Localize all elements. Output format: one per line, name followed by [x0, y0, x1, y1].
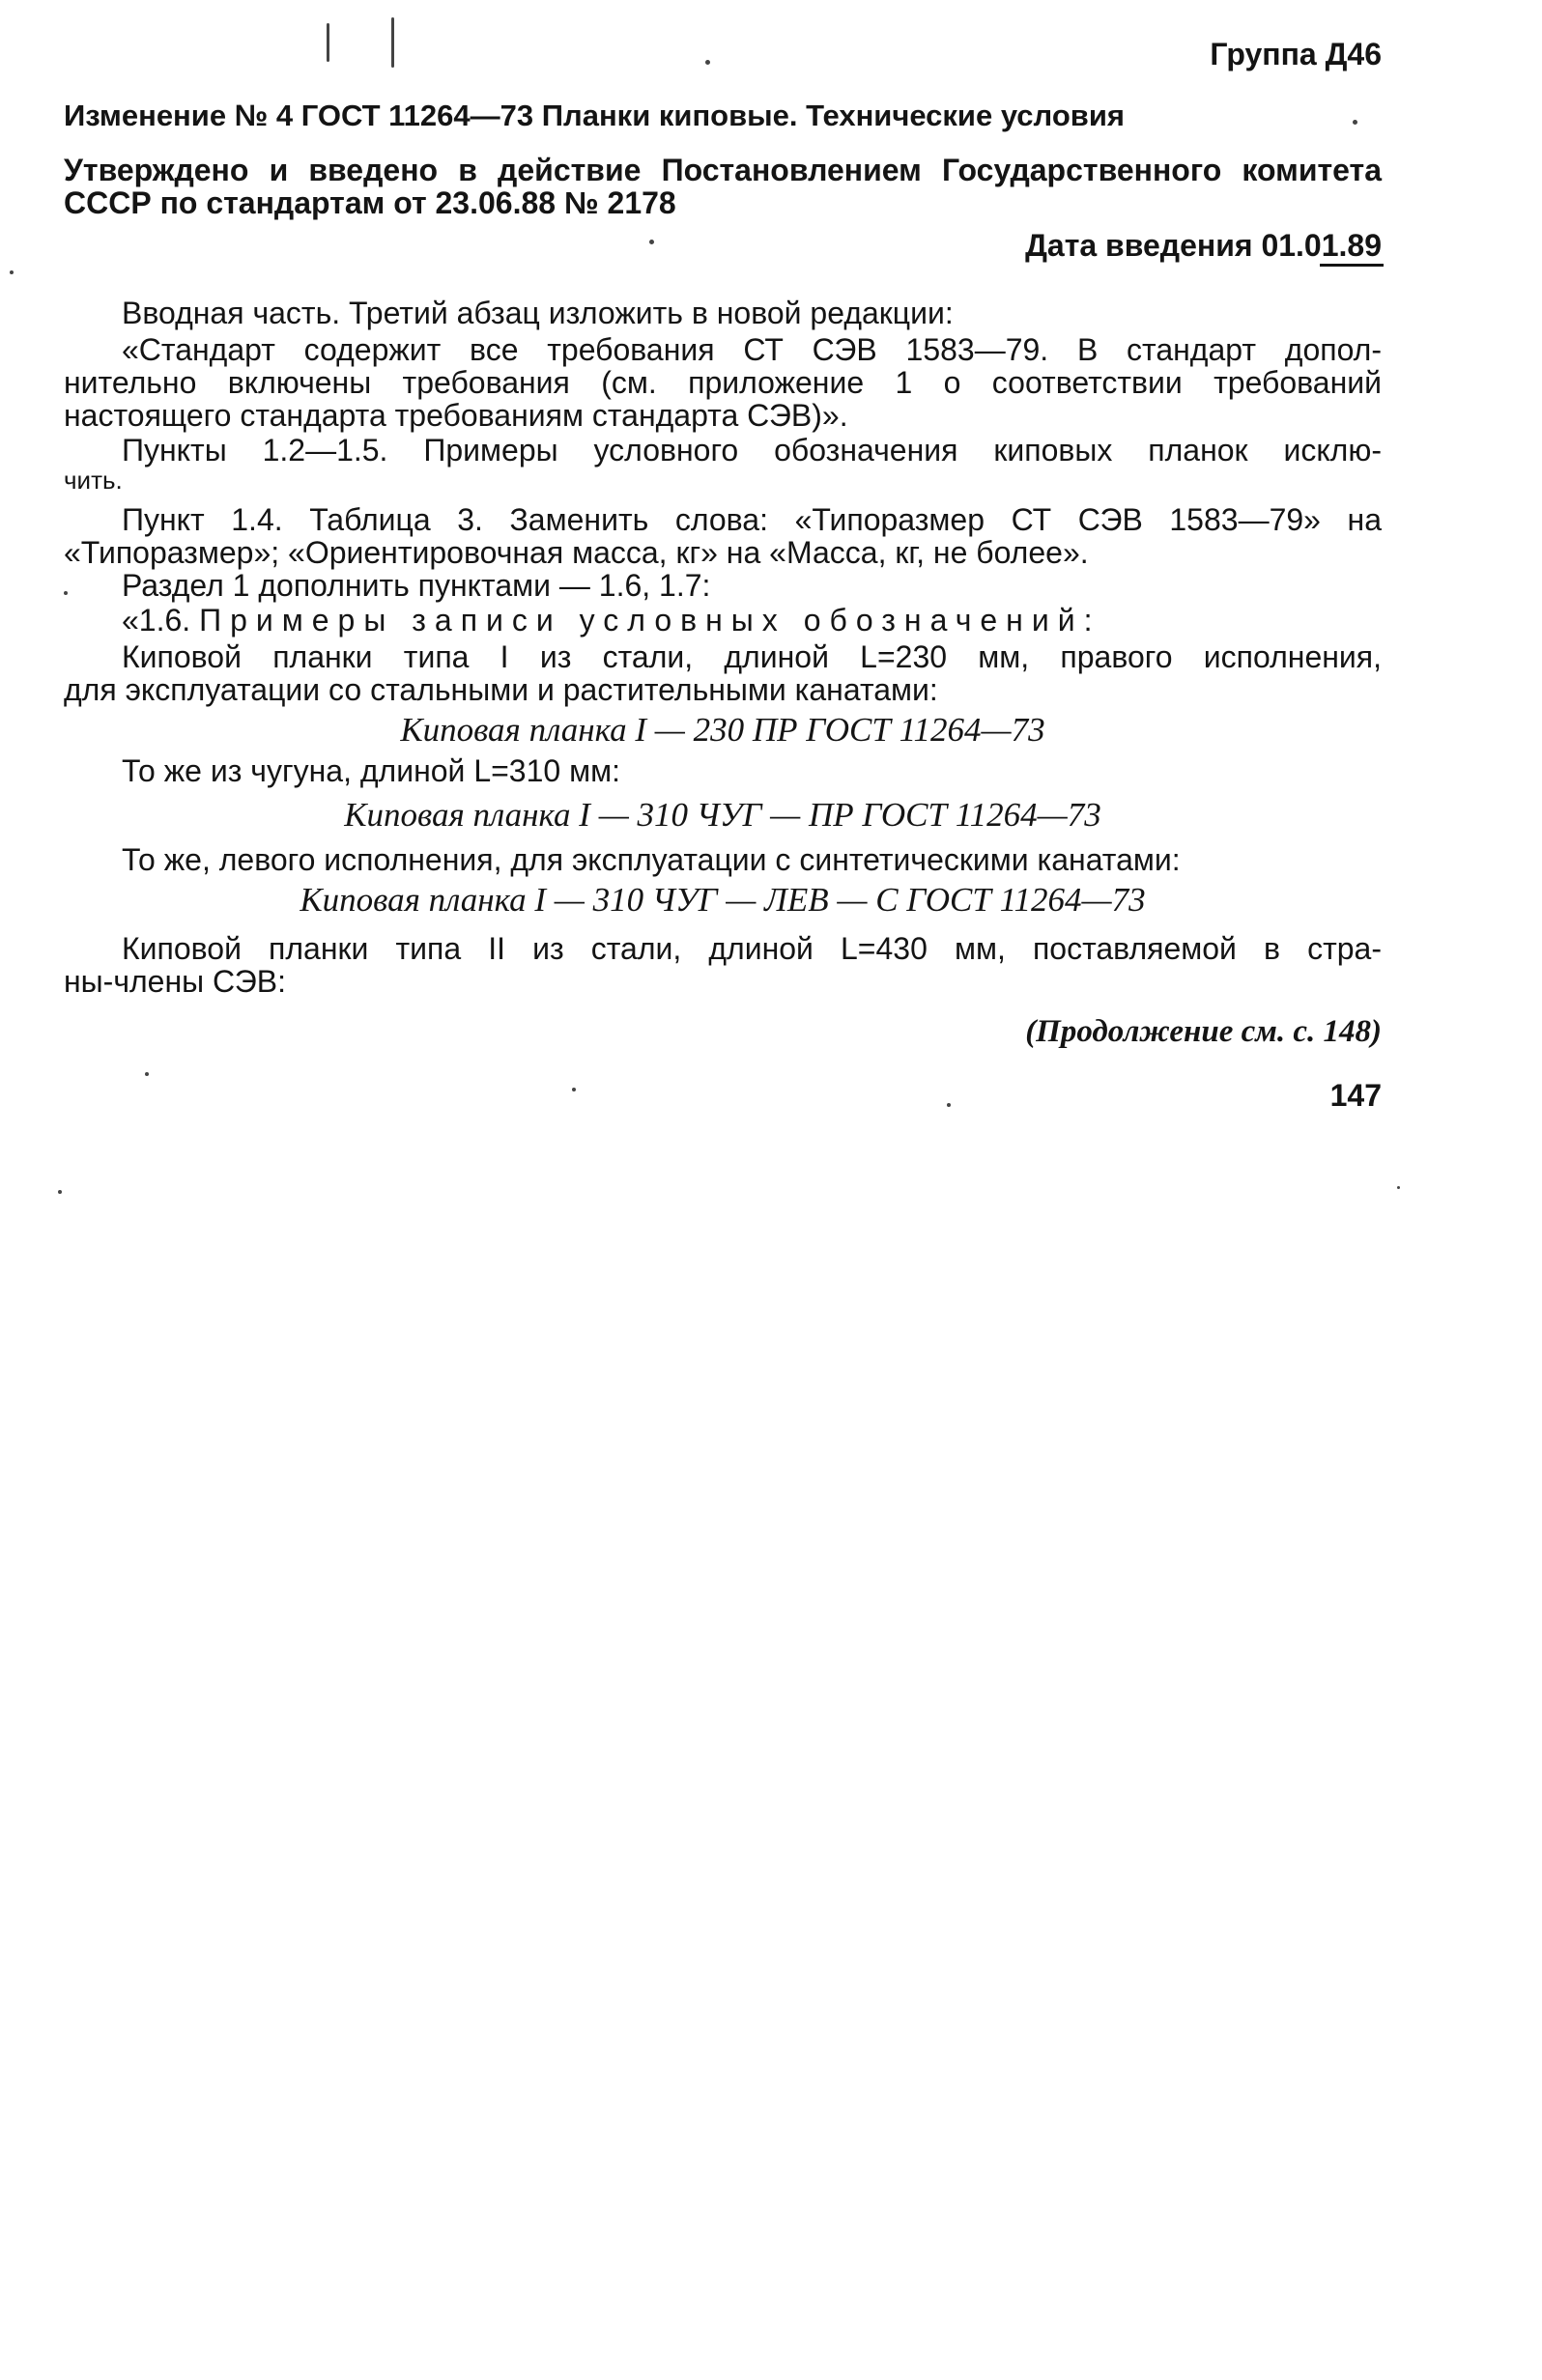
intro-paragraph: Вводная часть. Третий абзац изложить в новой редакции: — [122, 296, 954, 330]
example-2-designation: Киповая планка I — 310 ЧУГ — ПР ГОСТ 11264—73 — [344, 796, 1101, 834]
examples-heading: Примеры записи условных обозначений: — [199, 603, 1101, 638]
effective-date-value: 01.01.89 — [1261, 228, 1382, 263]
example-4-line-1: Киповой планки типа II из стали, длиной L=430 мм, поставляемой в стра- — [122, 931, 1382, 966]
scan-speck — [572, 1088, 576, 1091]
continuation-note: (Продолжение см. с. 148) — [1025, 1014, 1382, 1049]
example-1-line-1: Киповой планки типа I из стали, длиной L=230 мм, правого исполнения, — [122, 639, 1382, 674]
point-1-6-heading — [122, 605, 1382, 636]
scan-speck — [1353, 120, 1357, 125]
point-1-6-number: «1.6. — [122, 603, 191, 638]
example-4-line-2: ны-члены СЭВ: — [64, 964, 287, 999]
scan-speck — [64, 591, 68, 595]
example-1-designation: Киповая планка I — 230 ПР ГОСТ 11264—73 — [400, 711, 1045, 749]
scan-speck — [10, 270, 14, 274]
quote-line-1: «Стандарт содержит все требования СТ СЭВ 1583—79. В стандарт допол- — [122, 332, 1382, 367]
example-3-text: То же, левого исполнения, для эксплуатации с синтетическими канатами: — [122, 842, 1181, 877]
section-1-addition: Раздел 1 дополнить пунктами — 1.6, 1.7: — [122, 568, 711, 603]
date-underline — [1320, 264, 1384, 267]
items-removed-line-1: Пункты 1.2—1.5. Примеры условного обозначения киповых планок исклю- — [122, 433, 1382, 468]
scan-speck — [145, 1072, 149, 1076]
group-code: Группа Д46 — [1210, 37, 1382, 71]
example-1-line-2: для эксплуатации со стальными и растительными канатами: — [64, 672, 938, 707]
approval-line-1: Утверждено и введено в действие Постановлением Государственного комитета — [64, 153, 1382, 187]
scan-speck — [58, 1190, 62, 1194]
example-2-text: То же из чугуна, длиной L=310 мм: — [122, 753, 620, 788]
effective-date-label: Дата введения — [1025, 228, 1253, 263]
point-1-4-line-1: Пункт 1.4. Таблица 3. Заменить слова: «Типоразмер СТ СЭВ 1583—79» на — [122, 502, 1382, 537]
scan-mark — [391, 17, 394, 68]
items-removed-line-2: чить. — [64, 466, 123, 495]
point-1-4-line-2: «Типоразмер»; «Ориентировочная масса, кг» на «Масса, кг, не более». — [64, 535, 1089, 570]
document-title: Изменение № 4 ГОСТ 11264—73 Планки киповые. Технические условия — [64, 99, 1125, 132]
quote-line-2: нительно включены требования (см. приложение 1 о соответствии требований — [64, 365, 1382, 400]
page-number: 147 — [1329, 1078, 1382, 1113]
scan-speck — [947, 1103, 951, 1107]
quote-line-3: настоящего стандарта требованиям стандарта СЭВ)». — [64, 398, 848, 433]
scan-speck — [1397, 1186, 1400, 1189]
scan-speck — [649, 240, 654, 244]
scan-speck — [705, 60, 710, 65]
approval-line-2: СССР по стандартам от 23.06.88 № 2178 — [64, 185, 676, 220]
scan-mark — [327, 23, 329, 62]
effective-date — [64, 230, 1382, 261]
example-3-designation: Киповая планка I — 310 ЧУГ — ЛЕВ — С ГОСТ 11264—73 — [300, 881, 1146, 919]
